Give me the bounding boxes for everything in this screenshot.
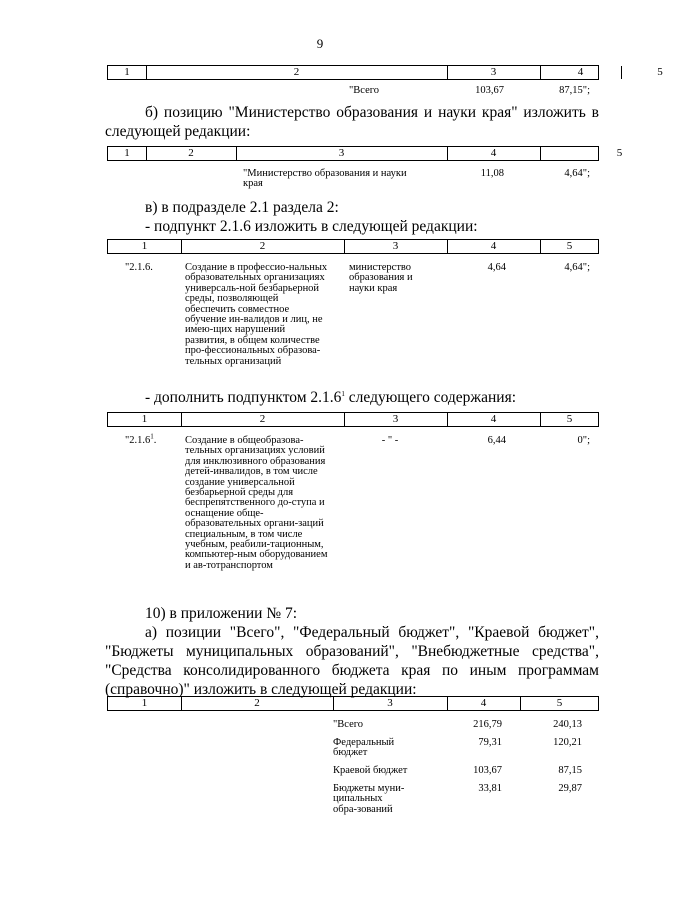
table5-col2: 2 <box>181 697 334 710</box>
table5-row2-v4: 103,67 <box>473 765 502 776</box>
table5-row3-v5: 29,87 <box>558 783 582 794</box>
table3-col2: 2 <box>181 240 345 253</box>
table1-row-v5: 87,15"; <box>559 85 590 96</box>
table4-row-num <box>125 432 157 446</box>
table5-col5: 5 <box>556 697 563 709</box>
table4-row-v5: 0"; <box>577 435 590 446</box>
table3-row-text: Создание в профессио-нальных образовательных организациях универсаль-ной безбарьерной среды, позволяющей обеспечить совместное обучение ин-валидов и лиц, не имею-щих нарушений развития, в общем количестве про-фессиональных образова-тельных организаций <box>185 262 328 367</box>
table4-col1: 1 <box>108 413 182 426</box>
table2-col4: 4 <box>447 147 541 160</box>
para-b: б) позицию "Министерство образования и науки края" изложить в следующей редакции: <box>105 104 599 140</box>
para-10: 10) в приложении № 7: <box>145 605 298 622</box>
table3-col1: 1 <box>108 240 182 253</box>
table5-header <box>107 696 599 711</box>
table5-row2-name: Краевой бюджет <box>333 765 408 776</box>
table4-col5: 5 <box>566 413 573 425</box>
table4-row-num-sup: 1 <box>150 432 154 441</box>
table4-col3: 3 <box>344 413 448 426</box>
table4-row-text: Создание в общеобразова-тельных организациях условий для инклюзивного образования детей-инвалидов, в том числе создание универсальной безбарьерной среды для беспрепятственного до-ступа и оснащение обще-образовательных органи-заций специальным, в том числе учебным, реабили-тационным, компьютер-ным оборудованием и ав-тотранспортом <box>185 435 328 571</box>
table2-row-v5: 4,64"; <box>564 168 590 179</box>
table4-col4: 4 <box>447 413 541 426</box>
table2-col5: 5 <box>616 147 623 159</box>
para-add <box>145 388 599 407</box>
table5-row1-v4: 79,31 <box>478 737 502 748</box>
table4-row-org: - " - <box>381 435 399 446</box>
table5-row1-v5: 120,21 <box>553 737 582 748</box>
table2-col3: 3 <box>236 147 448 160</box>
table5-row3-name: Бюджеты муни-ципальных обра-зований <box>333 783 405 815</box>
table4-row-v4: 6,44 <box>487 435 506 446</box>
table2-row-name: "Министерство образования и науки края <box>243 168 407 190</box>
table5-col3: 3 <box>333 697 448 710</box>
table5-row0-v5: 240,13 <box>553 719 582 730</box>
table1-row-v4: 103,67 <box>475 85 504 96</box>
table4-row-num-main: "2.1.6 <box>125 435 151 446</box>
table4-row-num-after: . <box>153 435 157 446</box>
para-add-sup: 1 <box>341 389 345 398</box>
table3-col4: 4 <box>447 240 541 253</box>
table5-col4: 4 <box>447 697 521 710</box>
table5-row0-name: "Всего <box>333 719 364 730</box>
table1-col4: 4 <box>540 66 622 79</box>
table1-col3: 3 <box>447 66 541 79</box>
para-add-before: - дополнить подпунктом 2.1.6 <box>145 389 342 406</box>
para-v1: - подпункт 2.1.6 изложить в следующей редакции: <box>145 218 478 235</box>
table4-header <box>107 412 599 427</box>
table3-row-num: "2.1.6. <box>125 262 153 273</box>
table2-col1: 1 <box>108 147 147 160</box>
table3-col3: 3 <box>344 240 448 253</box>
table3-row-org: министерство образования и науки края <box>349 262 413 294</box>
table5-row1-name: Федеральный бюджет <box>333 737 395 759</box>
table2-col2: 2 <box>146 147 237 160</box>
table5-row3-v4: 33,81 <box>478 783 502 794</box>
table4-col2: 2 <box>181 413 345 426</box>
table3-row-v4: 4,64 <box>487 262 506 273</box>
table2-header <box>107 146 623 161</box>
table3-row-v5: 4,64"; <box>564 262 590 273</box>
table5-row0-v4: 216,79 <box>473 719 502 730</box>
para-v: в) в подразделе 2.1 раздела 2: <box>145 199 339 216</box>
table1-header <box>107 65 663 80</box>
table1-col5: 5 <box>657 66 663 78</box>
table3-header <box>107 239 599 254</box>
table1-col1: 1 <box>108 66 147 79</box>
table1-row-name: "Всего <box>349 85 380 96</box>
table3-col5: 5 <box>566 240 573 252</box>
table2-row-v4: 11,08 <box>480 168 504 179</box>
table5-row2-v5: 87,15 <box>558 765 582 776</box>
table1-col2: 2 <box>146 66 448 79</box>
table5-col1: 1 <box>108 697 182 710</box>
para-add-after: следующего содержания: <box>344 389 517 406</box>
page-number: 9 <box>316 36 324 51</box>
para-a: а) позиции "Всего", "Федеральный бюджет", "Краевой бюджет", "Бюджеты муниципальных образований", "Внебюджетные средства", "Средства консолидированного бюджета края по иным программам (справочно)" изложить в следующей редакции: <box>105 624 599 698</box>
